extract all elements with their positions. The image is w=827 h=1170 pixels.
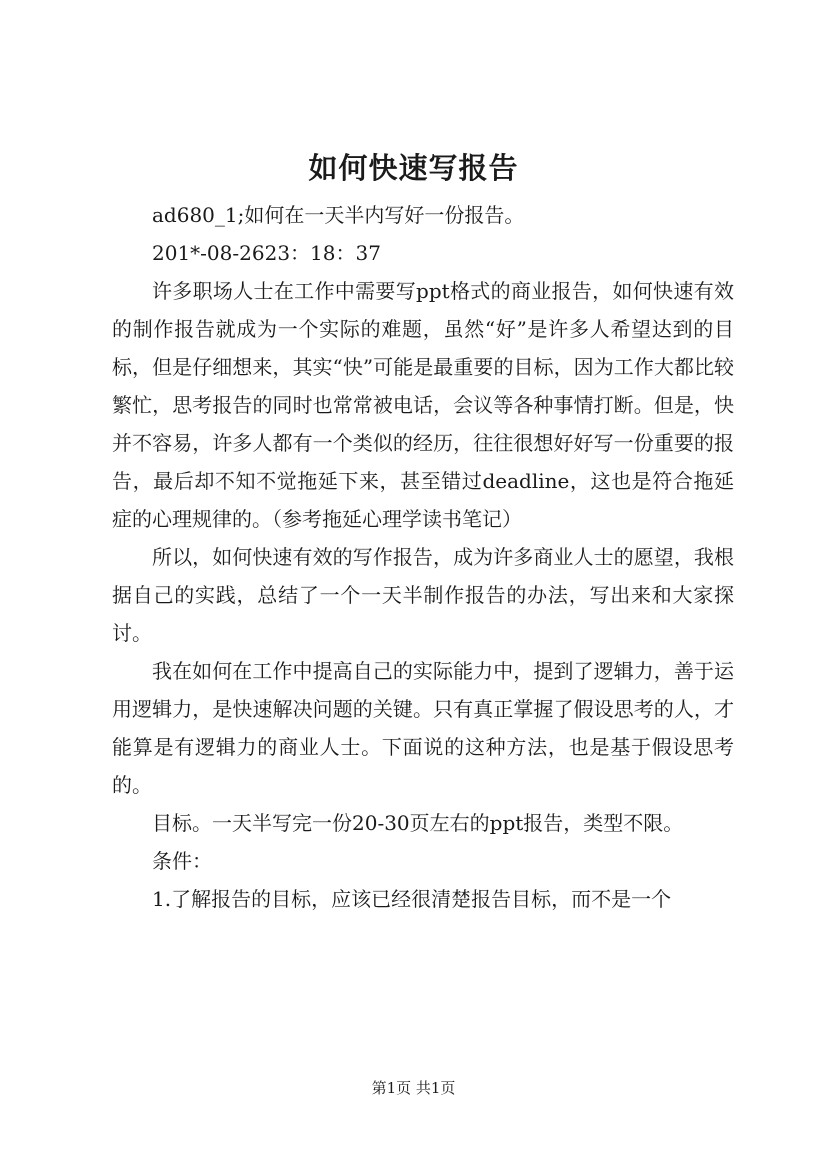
page-footer: 第1页 共1页 bbox=[371, 1079, 456, 1097]
document-title: 如何快速写报告 bbox=[308, 151, 519, 185]
paragraph-subtitle: ad680_1;如何在一天半内写好一份报告。 bbox=[152, 203, 525, 227]
paragraph-conditions: 条件： bbox=[152, 849, 212, 873]
paragraph-timestamp: 201*-08-2623：18：37 bbox=[152, 241, 381, 265]
document-body bbox=[112, 196, 734, 918]
paragraph-logic: 我在如何在工作中提高自己的实际能力中，提到了逻辑力，善于运用逻辑力，是快速解决问题的关键。只有真正掌握了假设思考的人，才能算是有逻辑力的商业人士。下面说的这种方法，也是基于假设思考的。 bbox=[112, 659, 734, 797]
paragraph-condition-1: 1.了解报告的目标，应该已经很清楚报告目标，而不是一个 bbox=[152, 887, 672, 911]
paragraph-intro: 许多职场人士在工作中需要写ppt格式的商业报告，如何快速有效的制作报告就成为一个实际的难题，虽然“好”是许多人希望达到的目标，但是仔细想来，其实“快”可能是最重要的目标，因为工作大都比较繁忙，思考报告的同时也常常被电话，会议等各种事情打断。但是，快并不容易，许多人都有一个类似的经历，往往很想好好写一份重要的报告，最后却不知不觉拖延下来，甚至错过deadline，这也是符合拖延症的心理规律的。（参考拖延心理学读书笔记） bbox=[112, 279, 734, 531]
paragraph-goal: 目标。一天半写完一份20-30页左右的ppt报告，类型不限。 bbox=[152, 811, 684, 835]
paragraph-purpose: 所以，如何快速有效的写作报告，成为许多商业人士的愿望，我根据自己的实践，总结了一个一天半制作报告的办法，写出来和大家探讨。 bbox=[112, 545, 734, 645]
